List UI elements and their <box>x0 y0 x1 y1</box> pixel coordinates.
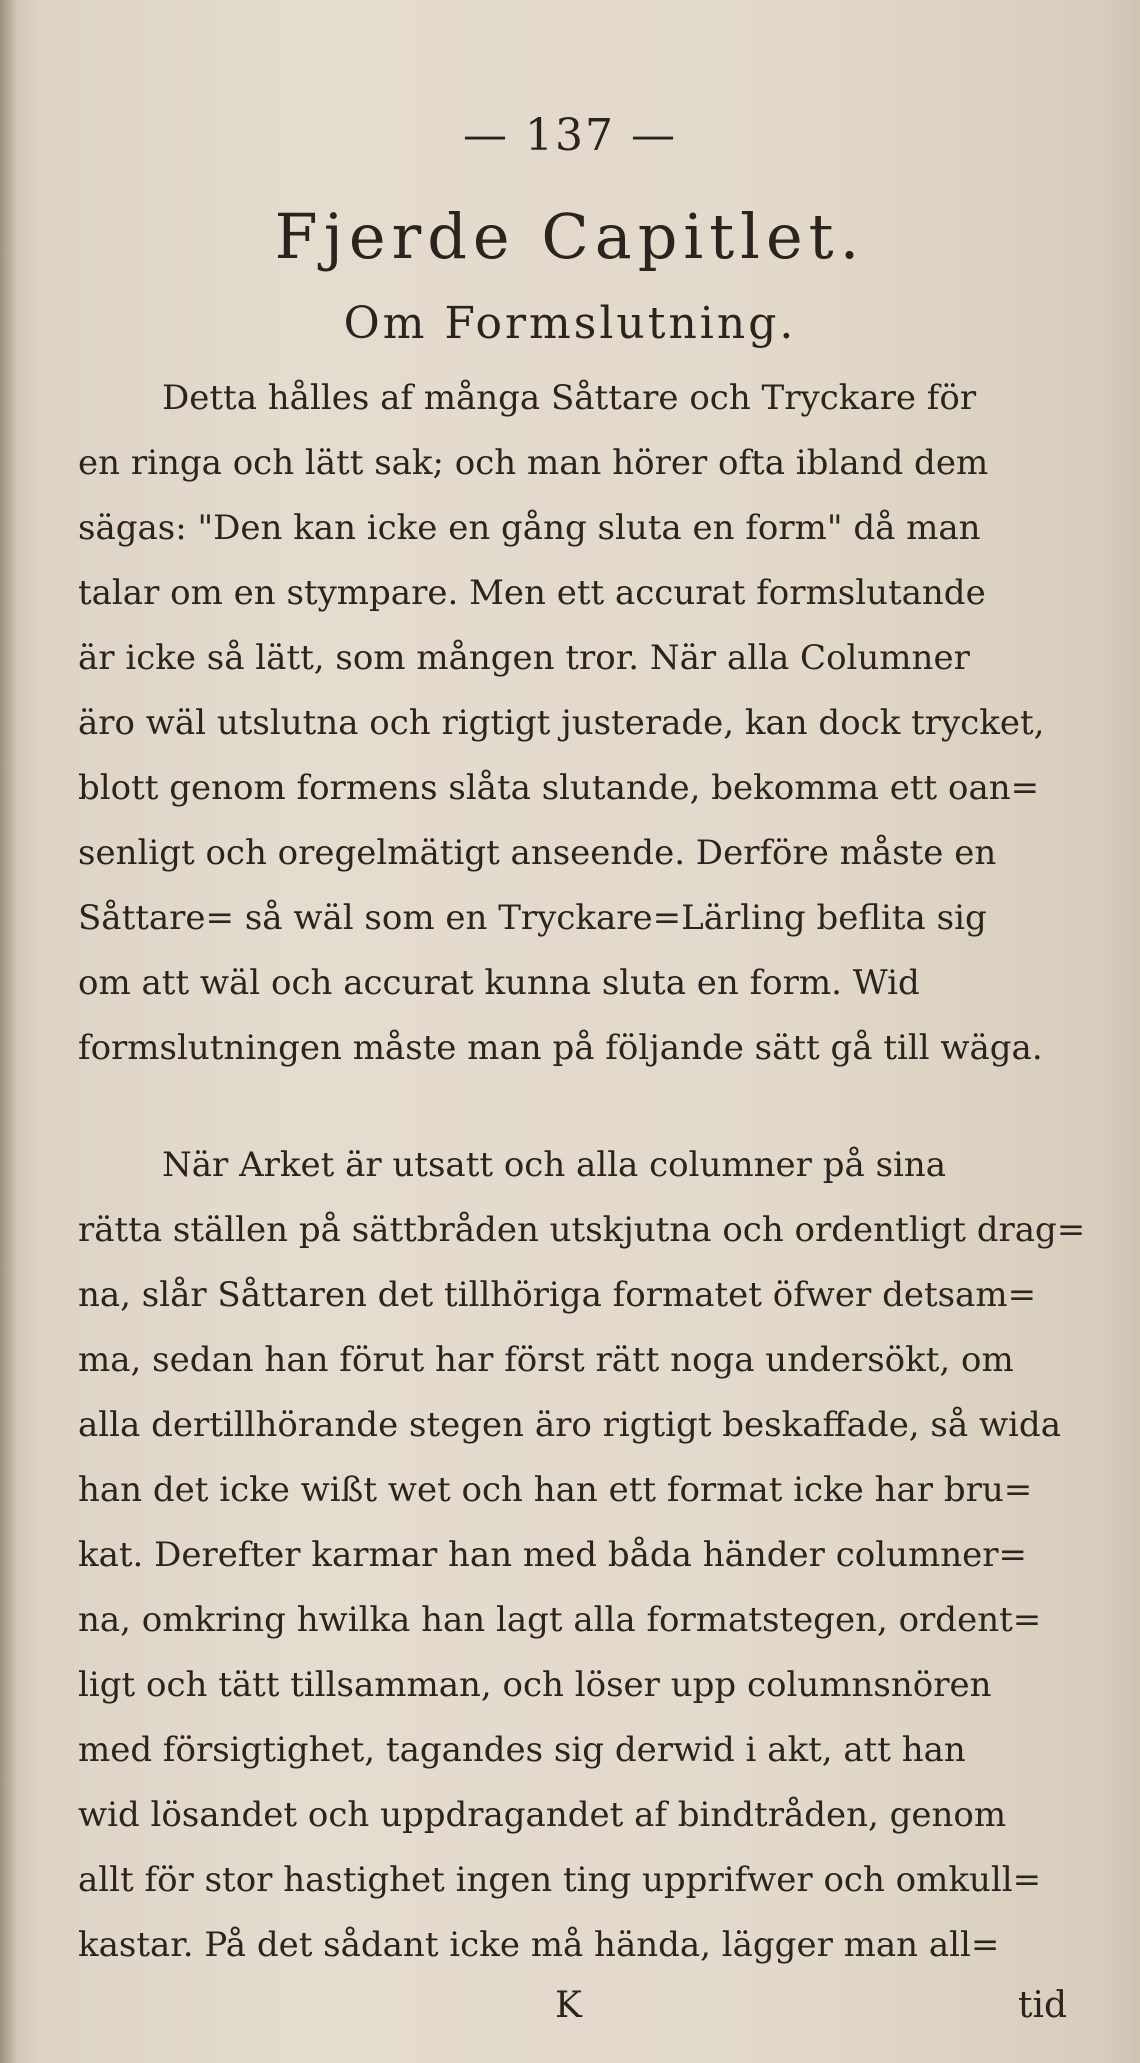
text-line: wid lösandet och uppdragandet af bindtråden, genom <box>78 1795 1007 1835</box>
text-line: om att wäl och accurat kunna sluta en form. Wid <box>78 963 920 1003</box>
text-line: När Arket är utsatt och alla columner på sina <box>162 1145 947 1185</box>
text-line: Detta hålles af många Såttare och Tryckare för <box>162 378 977 418</box>
text-line: alla dertillhörande stegen äro rigtigt beskaffade, så wida <box>78 1405 1061 1445</box>
text-line: ma, sedan han förut har först rätt noga undersökt, om <box>78 1340 1014 1380</box>
catchword: tid <box>1018 1985 1068 2026</box>
text-line: Såttare= så wäl som en Tryckare=Lärling beflita sig <box>78 898 987 938</box>
section-title: Om Formslutning. <box>343 298 797 349</box>
text-line: formslutningen måste man på följande sätt gå till wäga. <box>78 1028 1043 1068</box>
text-line: na, omkring hwilka han lagt alla formatstegen, ordent= <box>78 1600 1042 1640</box>
text-line: kat. Derefter karmar han med båda händer columner= <box>78 1535 1028 1575</box>
text-line: äro wäl utslutna och rigtigt justerade, kan dock trycket, <box>78 703 1045 743</box>
text-line: en ringa och lätt sak; och man hörer ofta ibland dem <box>78 443 989 483</box>
text-line: na, slår Såttaren det tillhöriga formatet öfwer detsam= <box>78 1275 1037 1315</box>
text-line: senligt och oregelmätigt anseende. Derföre måste en <box>78 833 997 873</box>
text-line: blott genom formens slåta slutande, bekomma ett oan= <box>78 768 1040 808</box>
text-line: är icke så lätt, som mången tror. När alla Columner <box>78 638 970 678</box>
text-line: han det icke wißt wet och han ett format icke har bru= <box>78 1470 1033 1510</box>
chapter-title: Fjerde Capitlet. <box>274 200 866 273</box>
page-number: — 137 — <box>463 110 677 161</box>
text-line: allt för stor hastighet ingen ting upprifwer och omkull= <box>78 1860 1042 1900</box>
signature-mark: K <box>555 1985 582 2026</box>
text-line: talar om en stympare. Men ett accurat formslutande <box>78 573 986 613</box>
text-line: ligt och tätt tillsamman, och löser upp columnsnören <box>78 1665 992 1705</box>
text-line: kastar. På det sådant icke må hända, lägger man all= <box>78 1925 1000 1965</box>
text-line: med försigtighet, tagandes sig derwid i akt, att han <box>78 1730 966 1770</box>
text-line: sägas: "Den kan icke en gång sluta en form" då man <box>78 508 981 548</box>
text-line: rätta ställen på sättbråden utskjutna och ordentligt drag= <box>78 1210 1086 1250</box>
